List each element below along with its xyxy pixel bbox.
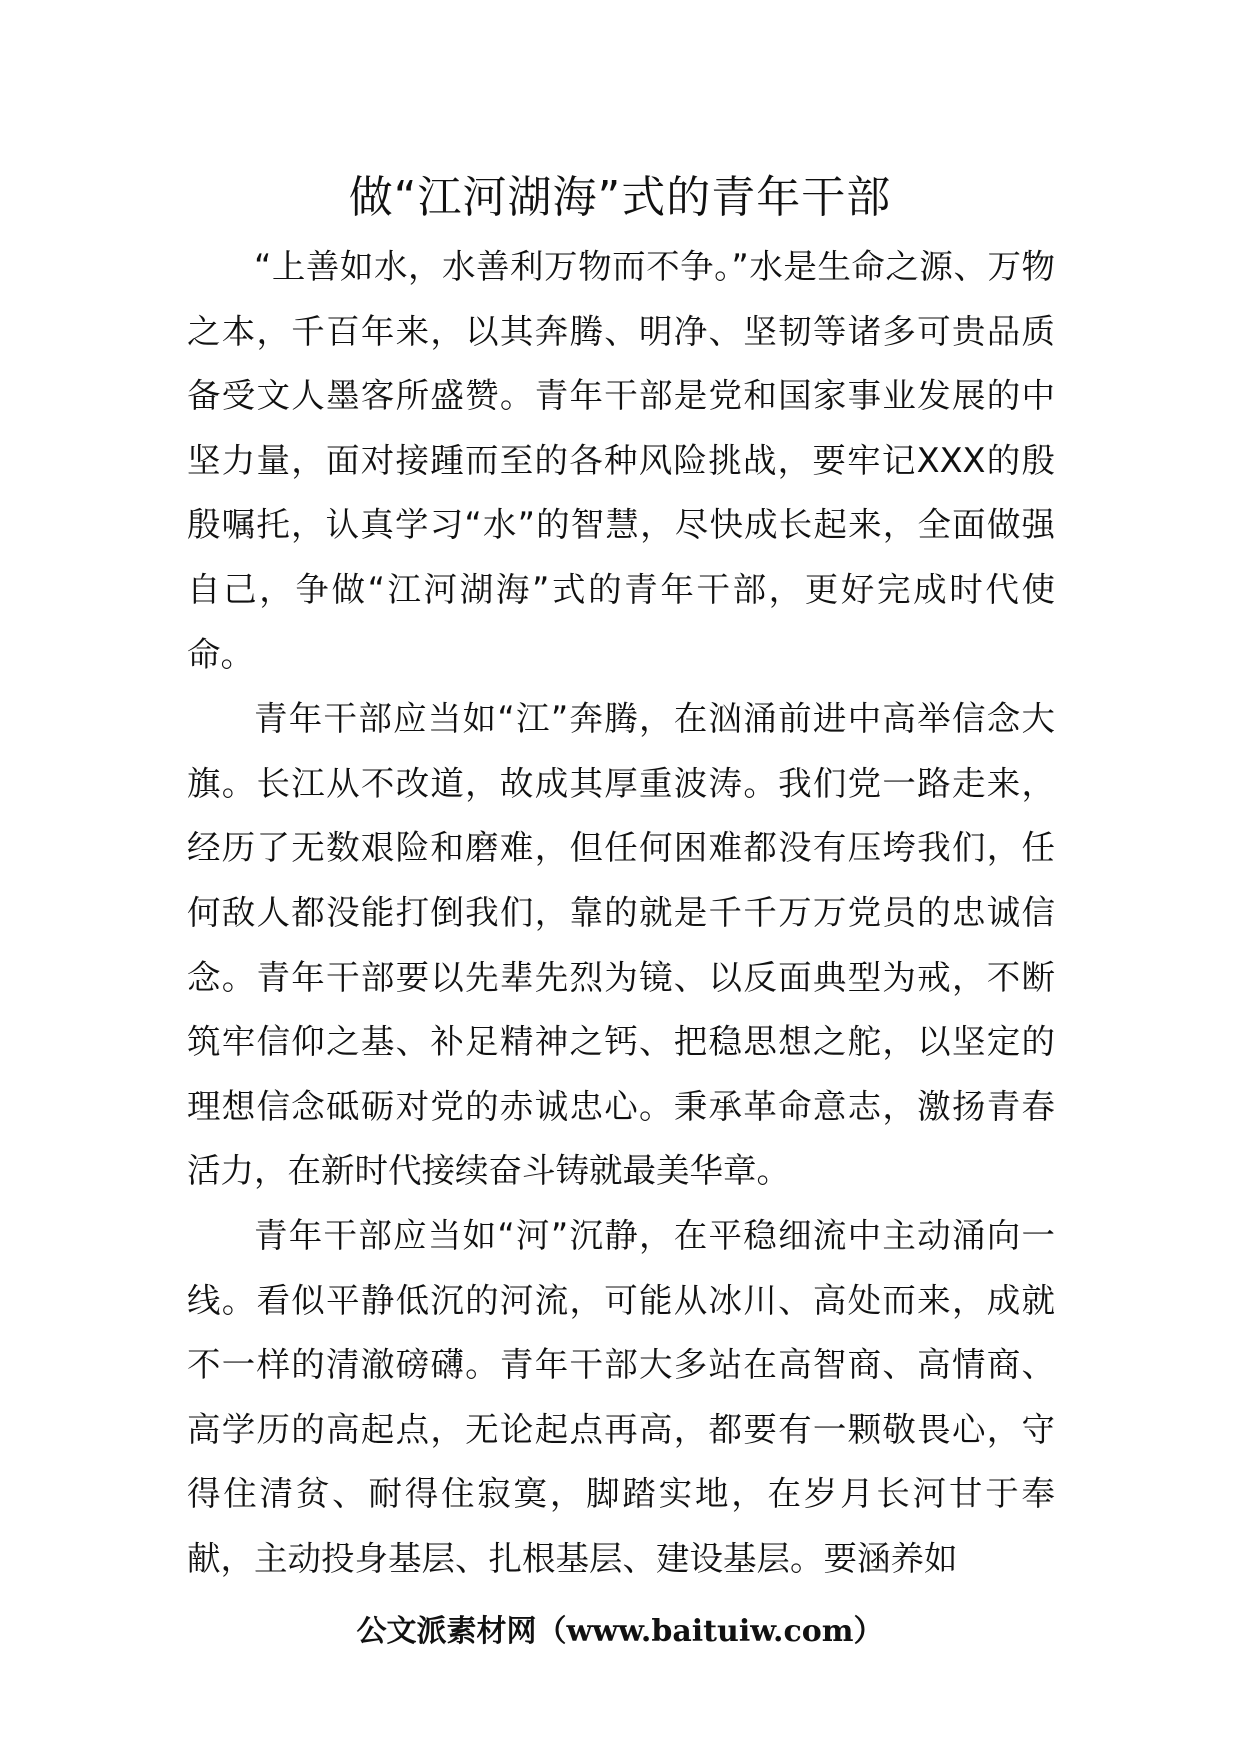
paragraph-river-jiang: 青年干部应当如“江”奔腾，在汹涌前进中高举信念大旗。长江从不改道，故成其厚重波涛。我们党一路走来，经历了无数艰险和磨难，但任何困难都没有压垮我们，任何敌人都没能打倒我们，靠的就是千千万万党员的忠诚信念。青年干部要以先辈先烈为镜、以反面典型为戒，不断筑牢信仰之基、补足精神之钙、把稳思想之舵，以坚定的理想信念砥砺对党的赤诚忠心。秉承革命意志，激扬青春活力，在新时代接续奋斗铸就最美华章。 (187, 699, 1055, 1191)
document-body (187, 235, 1055, 1591)
document-title: 做“江河湖海”式的青年干部 (348, 172, 892, 223)
paragraph-river-he: 青年干部应当如“河”沉静，在平稳细流中主动涌向一线。看似平静低沉的河流，可能从冰川、高处而来，成就不一样的清澈磅礴。青年干部大多站在高智商、高情商、高学历的高起点，无论起点再高，都要有一颗敬畏心，守得住清贫、耐得住寂寞，脚踏实地，在岁月长河甘于奉献，主动投身基层、扎根基层、建设基层。要涵养如 (187, 1215, 1055, 1578)
page-footer-watermark: 公文派素材网（www.baituiw.com） (356, 1614, 884, 1649)
paragraph-intro: “上善如水，水善利万物而不争。”水是生命之源、万物之本，千百年来，以其奔腾、明净、坚韧等诸多可贵品质备受文人墨客所盛赞。青年干部是党和国家事业发展的中坚力量，面对接踵而至的各种风险挑战，要牢记XXX的殷殷嘱托，认真学习“水”的智慧，尽快成长起来，全面做强自己，争做“江河湖海”式的青年干部，更好完成时代使命。 (187, 247, 1055, 674)
